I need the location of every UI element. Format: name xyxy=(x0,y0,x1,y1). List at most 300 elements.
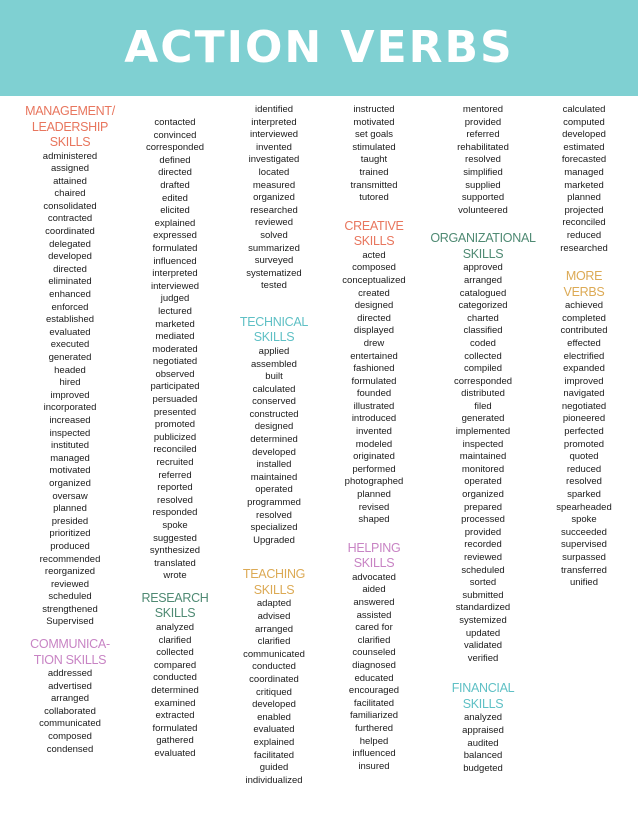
verb-item: solved xyxy=(260,229,288,241)
verb-item: influenced xyxy=(352,748,396,760)
verb-item: improved xyxy=(564,375,604,387)
column-3 xyxy=(224,104,324,787)
verb-item: effected xyxy=(567,337,601,349)
helping-list-continued xyxy=(424,104,542,217)
verb-item: defined xyxy=(159,154,191,166)
verb-item: reconciled xyxy=(153,444,197,456)
helping-heading xyxy=(324,541,424,572)
verb-item: instituted xyxy=(50,440,90,452)
verb-item: referred xyxy=(158,469,192,481)
verb-item: summarized xyxy=(248,242,300,254)
verb-item: implemented xyxy=(455,426,511,438)
verb-item: answered xyxy=(353,597,395,608)
verb-item: budgeted xyxy=(463,762,503,774)
verb-item: reviewed xyxy=(254,217,294,229)
verb-item: entertained xyxy=(350,350,398,362)
verb-item: arranged xyxy=(463,274,503,286)
verb-item: communicated xyxy=(39,718,101,730)
verb-item: surpassed xyxy=(562,552,606,563)
heading-line: MANAGEMENT/ xyxy=(25,104,115,118)
verb-item: wrote xyxy=(163,570,187,582)
verb-item: succeeded xyxy=(561,526,607,538)
verb-item: counseled xyxy=(352,647,396,659)
more-verbs-heading xyxy=(540,269,628,300)
verb-item: designed xyxy=(354,300,394,312)
verb-item: prepared xyxy=(463,501,503,513)
verb-item: aided xyxy=(362,584,386,596)
verb-item: suggested xyxy=(153,532,197,544)
verb-item: photographed xyxy=(344,476,404,488)
verb-item: collaborated xyxy=(44,705,96,717)
verb-item: supplied xyxy=(465,179,501,191)
heading-line: SKILLS xyxy=(462,696,504,711)
title-banner xyxy=(0,0,638,96)
verb-item: influenced xyxy=(153,255,197,267)
verb-item: delegated xyxy=(49,238,91,250)
verb-item: electrified xyxy=(563,350,605,362)
verb-item: interpreted xyxy=(251,116,297,128)
verb-item: contributed xyxy=(560,325,608,337)
verb-item: achieved xyxy=(564,300,604,312)
verb-item: updated xyxy=(465,627,501,639)
verb-item: spearheaded xyxy=(556,501,612,513)
heading-line: MORE xyxy=(565,269,603,284)
verb-item: navigated xyxy=(563,388,605,400)
verb-item: translated xyxy=(154,557,196,569)
verb-item: negotiated xyxy=(561,400,607,412)
verb-item: investigated xyxy=(248,154,300,166)
verb-item: supervised xyxy=(561,539,607,551)
verb-item: established xyxy=(45,314,95,326)
verb-item: originated xyxy=(353,451,395,463)
verb-item: recruited xyxy=(156,457,194,469)
verb-item: computed xyxy=(563,116,605,128)
verb-item: designed xyxy=(254,421,294,433)
verb-item: individualized xyxy=(245,774,303,786)
verb-item: enforced xyxy=(51,301,89,313)
verb-item: surveyed xyxy=(254,255,294,267)
verb-item: clarified xyxy=(257,636,291,648)
verb-item: executed xyxy=(50,339,90,351)
heading-line: FINANCIAL xyxy=(451,681,515,696)
verb-item: promoted xyxy=(154,419,196,431)
verb-item: resolved xyxy=(566,476,602,488)
organizational-heading xyxy=(424,231,542,262)
column-5 xyxy=(424,104,542,775)
verb-item: presented xyxy=(153,406,197,418)
verb-item: prioritized xyxy=(49,528,91,540)
verb-item: chaired xyxy=(54,188,86,200)
verb-item: inspected xyxy=(49,427,91,439)
verb-item: set goals xyxy=(354,129,394,141)
heading-line: HELPING xyxy=(347,540,401,555)
verb-item: motivated xyxy=(353,116,395,128)
verb-item: referred xyxy=(466,129,500,141)
financial-list-continued xyxy=(540,104,628,255)
management-heading xyxy=(20,104,120,151)
verb-item: quoted xyxy=(569,451,599,463)
creative-heading xyxy=(324,219,424,250)
verb-item: advertised xyxy=(48,680,92,692)
verb-item: synthesized xyxy=(149,545,201,557)
verb-item: compiled xyxy=(463,363,503,375)
technical-heading xyxy=(224,315,324,346)
verb-item: negotiated xyxy=(152,356,198,368)
verb-item: attained xyxy=(53,175,87,187)
verb-item: built xyxy=(265,371,283,383)
verb-item: catalogued xyxy=(459,287,507,299)
verb-item: approved xyxy=(463,262,503,274)
verb-item: resolved xyxy=(157,494,193,506)
verb-item: operated xyxy=(255,484,293,496)
verb-item: interviewed xyxy=(249,129,299,141)
verb-item: encouraged xyxy=(348,685,400,697)
verb-item: created xyxy=(358,287,390,299)
verb-item: reduced xyxy=(566,229,602,241)
verb-item: reconciled xyxy=(562,217,606,229)
verb-item: submitted xyxy=(462,589,504,601)
helping-list xyxy=(324,572,424,774)
verb-item: scheduled xyxy=(461,564,505,576)
column-6 xyxy=(540,104,628,590)
verb-item: evaluated xyxy=(253,724,295,736)
verb-item: reviewed xyxy=(463,552,503,563)
financial-heading xyxy=(424,681,542,712)
heading-line: SKILLS xyxy=(253,330,295,345)
verb-item: improved xyxy=(50,389,90,401)
verb-item: assisted xyxy=(356,609,392,621)
verb-item: mentored xyxy=(462,104,504,115)
verb-item: determined xyxy=(151,684,199,696)
verb-item: judged xyxy=(160,293,190,305)
verb-item: generated xyxy=(48,352,92,363)
verb-item: analyzed xyxy=(463,712,503,724)
verb-item: participated xyxy=(150,381,200,393)
communication-heading xyxy=(20,637,120,668)
verb-item: organized xyxy=(462,489,504,501)
verb-item: provided xyxy=(464,526,502,538)
verb-item: sparked xyxy=(567,489,601,501)
verb-item: compared xyxy=(153,659,197,671)
heading-line: SKILLS xyxy=(353,556,395,571)
verb-item: examined xyxy=(154,697,196,709)
verb-item: coded xyxy=(470,337,496,349)
technical-list xyxy=(224,346,324,548)
verb-item: advocated xyxy=(352,571,396,583)
heading-line: SKILLS xyxy=(353,234,395,249)
verb-item: programmed xyxy=(247,497,301,509)
verb-item: Supervised xyxy=(46,616,94,628)
verb-item: standardized xyxy=(455,602,511,614)
verb-item: contracted xyxy=(47,213,93,225)
management-list xyxy=(20,151,120,630)
verb-item: illustrated xyxy=(353,400,395,412)
verb-item: resolved xyxy=(465,154,501,166)
heading-line: SKILLS xyxy=(462,246,504,261)
verb-item: resolved xyxy=(256,509,292,521)
verb-item: determined xyxy=(250,434,298,446)
column-2 xyxy=(125,117,225,761)
verb-item: marketed xyxy=(564,179,604,191)
verb-item: calculated xyxy=(252,383,296,395)
verb-item: familiarized xyxy=(349,710,399,722)
verb-item: corresponded xyxy=(453,375,513,387)
verb-item: incorporated xyxy=(43,402,97,414)
verb-item: instructed xyxy=(353,104,395,115)
verb-item: mediated xyxy=(155,331,195,343)
verb-item: tutored xyxy=(359,192,389,204)
verb-item: provided xyxy=(464,116,502,128)
research-list-continued xyxy=(224,104,324,293)
verb-item: inspected xyxy=(462,438,504,450)
verb-item: arranged xyxy=(254,623,294,635)
verb-item: recorded xyxy=(464,539,502,551)
verb-item: lectured xyxy=(158,305,192,317)
verb-item: Upgraded xyxy=(253,534,295,546)
verb-item: headed xyxy=(54,364,86,376)
verb-item: rehabilitated xyxy=(457,141,509,153)
verb-item: transferred xyxy=(561,564,607,576)
verb-item: founded xyxy=(356,388,392,400)
verb-item: invented xyxy=(356,426,392,438)
communication-list xyxy=(20,668,120,756)
heading-line: COMMUNICA- xyxy=(30,637,110,652)
verb-item: critiqued xyxy=(256,686,292,698)
page-title: ACTION VERBS xyxy=(124,22,514,73)
verb-item: processed xyxy=(461,514,505,526)
verb-item: explained xyxy=(253,736,295,748)
verb-item: eliminated xyxy=(48,276,92,288)
verb-item: explained xyxy=(154,217,196,229)
verb-item: perfected xyxy=(564,426,604,438)
verb-item: collected xyxy=(464,350,502,362)
verb-item: calculated xyxy=(562,104,606,115)
verb-item: supported xyxy=(461,192,505,204)
verb-item: oversaw xyxy=(52,490,88,502)
verb-item: hired xyxy=(59,377,81,389)
verb-item: estimated xyxy=(563,141,605,153)
verb-item: systemized xyxy=(459,614,507,626)
verb-item: planned xyxy=(357,489,391,501)
verb-item: consolidated xyxy=(43,200,97,212)
verb-item: spoke xyxy=(571,514,597,526)
verb-item: conserved xyxy=(252,396,296,408)
heading-line: VERBS xyxy=(563,284,605,299)
verb-item: validated xyxy=(463,640,503,652)
verb-item: analyzed xyxy=(155,621,195,633)
verb-item: audited xyxy=(467,737,499,749)
verb-item: stimulated xyxy=(352,141,396,153)
verb-item: composed xyxy=(48,731,92,743)
communication-list-continued xyxy=(125,117,225,583)
verb-item: pioneered xyxy=(562,413,606,425)
verb-item: responded xyxy=(152,507,198,519)
verb-item: maintained xyxy=(459,451,507,463)
heading-line: ORGANIZATIONAL xyxy=(430,231,536,246)
verb-item: filed xyxy=(474,400,492,412)
verb-item: corresponded xyxy=(145,142,205,154)
heading-line: SKILLS xyxy=(154,606,196,621)
verb-item: expanded xyxy=(563,363,605,375)
verb-item: guided xyxy=(259,762,289,774)
verb-item: drafted xyxy=(160,179,190,191)
verb-item: composed xyxy=(352,262,396,274)
verb-item: simplified xyxy=(463,166,503,178)
verb-item: organized xyxy=(49,477,91,489)
verb-item: interviewed xyxy=(150,280,200,292)
verb-item: clarified xyxy=(357,634,391,646)
verb-item: specialized xyxy=(250,522,298,534)
verb-item: planned xyxy=(53,503,87,515)
verb-item: reported xyxy=(157,482,193,494)
verb-item: promoted xyxy=(563,438,605,450)
verb-item: developed xyxy=(562,129,606,141)
verb-item: assigned xyxy=(50,163,90,175)
verb-item: diagnosed xyxy=(352,659,396,671)
verb-item: directed xyxy=(158,167,192,179)
verb-item: measured xyxy=(252,179,296,191)
verb-item: taught xyxy=(360,154,388,166)
verb-item: formulated xyxy=(152,722,198,734)
verb-item: edited xyxy=(162,192,188,204)
heading-line: SKILLS xyxy=(253,582,295,597)
verb-item: scheduled xyxy=(48,591,92,603)
verb-item: located xyxy=(258,166,290,178)
verb-item: clarified xyxy=(158,634,192,646)
verb-item: insured xyxy=(358,760,390,772)
verb-item: condensed xyxy=(46,743,94,755)
verb-item: reviewed xyxy=(50,578,90,590)
verb-item: reduced xyxy=(566,463,602,475)
verb-item: appraised xyxy=(462,724,504,736)
more-verbs-list xyxy=(540,300,628,590)
verb-item: drew xyxy=(363,337,385,349)
verb-item: evaluated xyxy=(49,326,91,338)
verb-item: formulated xyxy=(152,242,198,254)
verb-item: distributed xyxy=(461,388,505,400)
verb-item: administered xyxy=(42,150,98,162)
verb-item: interpreted xyxy=(152,268,198,280)
creative-list xyxy=(324,250,424,527)
verb-item: managed xyxy=(50,452,90,464)
verb-item: enhanced xyxy=(49,289,91,301)
verb-item: developed xyxy=(252,446,296,458)
verb-item: directed xyxy=(53,263,87,275)
verb-item: sorted xyxy=(469,577,497,589)
verb-item: formulated xyxy=(351,375,397,387)
verb-item: tested xyxy=(261,280,287,292)
verb-item: coordinated xyxy=(249,673,299,685)
verb-item: gathered xyxy=(156,735,194,747)
research-list xyxy=(125,622,225,761)
verb-item: monitored xyxy=(461,463,505,475)
verb-item: projected xyxy=(564,204,604,216)
column-4 xyxy=(324,104,424,773)
verb-item: systematized xyxy=(246,267,302,279)
verb-item: balanced xyxy=(463,750,503,762)
heading-line: CREATIVE xyxy=(344,218,404,233)
verb-item: motivated xyxy=(49,465,91,477)
verb-item: assembled xyxy=(251,358,297,370)
verb-item: planned xyxy=(567,192,601,204)
verb-item: increased xyxy=(49,414,91,426)
verb-item: addressed xyxy=(47,668,93,680)
verb-item: marketed xyxy=(155,318,195,330)
verb-item: directed xyxy=(357,312,391,324)
verb-item: operated xyxy=(464,476,502,488)
verb-item: conducted xyxy=(153,672,197,684)
verb-item: expressed xyxy=(153,230,197,242)
teaching-list xyxy=(224,598,324,787)
verb-item: categorized xyxy=(458,300,508,312)
heading-line: RESEARCH xyxy=(141,590,209,605)
teaching-list-continued xyxy=(324,104,424,205)
verb-item: enabled xyxy=(257,711,291,723)
verb-item: moderated xyxy=(152,343,198,355)
verb-item: managed xyxy=(564,166,604,178)
verb-item: reorganized xyxy=(44,566,96,578)
verb-item: educated xyxy=(354,672,394,684)
teaching-heading xyxy=(224,567,324,598)
verb-item: transmitted xyxy=(350,179,398,191)
heading-line: SKILLS xyxy=(49,135,91,149)
verb-item: displayed xyxy=(353,325,395,337)
verb-item: acted xyxy=(362,249,386,261)
heading-line: TECHNICAL xyxy=(239,314,309,329)
verb-item: introduced xyxy=(351,413,397,425)
verb-item: trained xyxy=(359,166,389,178)
verb-item: organized xyxy=(253,192,295,204)
verb-item: researched xyxy=(560,242,608,254)
verb-item: installed xyxy=(256,459,292,471)
verb-item: fashioned xyxy=(353,363,395,375)
verb-item: volunteered xyxy=(458,204,508,216)
verb-item: conducted xyxy=(252,661,296,673)
verb-item: facilitated xyxy=(253,749,295,761)
verb-item: observed xyxy=(155,368,195,380)
verb-item: presided xyxy=(51,515,89,527)
verb-item: developed xyxy=(252,699,296,711)
verb-item: contacted xyxy=(154,117,196,128)
verb-item: communicated xyxy=(243,648,305,660)
verb-item: verified xyxy=(467,652,499,664)
verb-item: invented xyxy=(256,141,292,153)
heading-line: LEADERSHIP xyxy=(31,119,109,134)
verb-item: spoke xyxy=(162,520,188,531)
verb-item: generated xyxy=(461,413,505,425)
verb-item: classified xyxy=(463,325,503,337)
verb-item: facilitated xyxy=(353,697,395,709)
verb-item: developed xyxy=(48,251,92,263)
verb-item: produced xyxy=(50,540,90,552)
verb-item: strengthened xyxy=(42,603,98,615)
verb-item: identified xyxy=(254,104,294,115)
column-1 xyxy=(20,104,120,756)
verb-item: recommended xyxy=(39,553,101,565)
verb-item: charted xyxy=(467,312,499,324)
verb-item: conceptualized xyxy=(342,274,406,286)
verb-item: persuaded xyxy=(152,394,198,406)
verb-item: constructed xyxy=(249,408,299,420)
verb-item: shaped xyxy=(358,514,390,526)
verb-item: extracted xyxy=(155,710,195,722)
organizational-list xyxy=(424,262,542,665)
verb-item: cared for xyxy=(355,622,393,634)
verb-item: researched xyxy=(250,204,298,216)
verb-item: advised xyxy=(257,611,291,622)
verb-item: maintained xyxy=(250,471,298,483)
verb-item: unified xyxy=(570,577,598,589)
